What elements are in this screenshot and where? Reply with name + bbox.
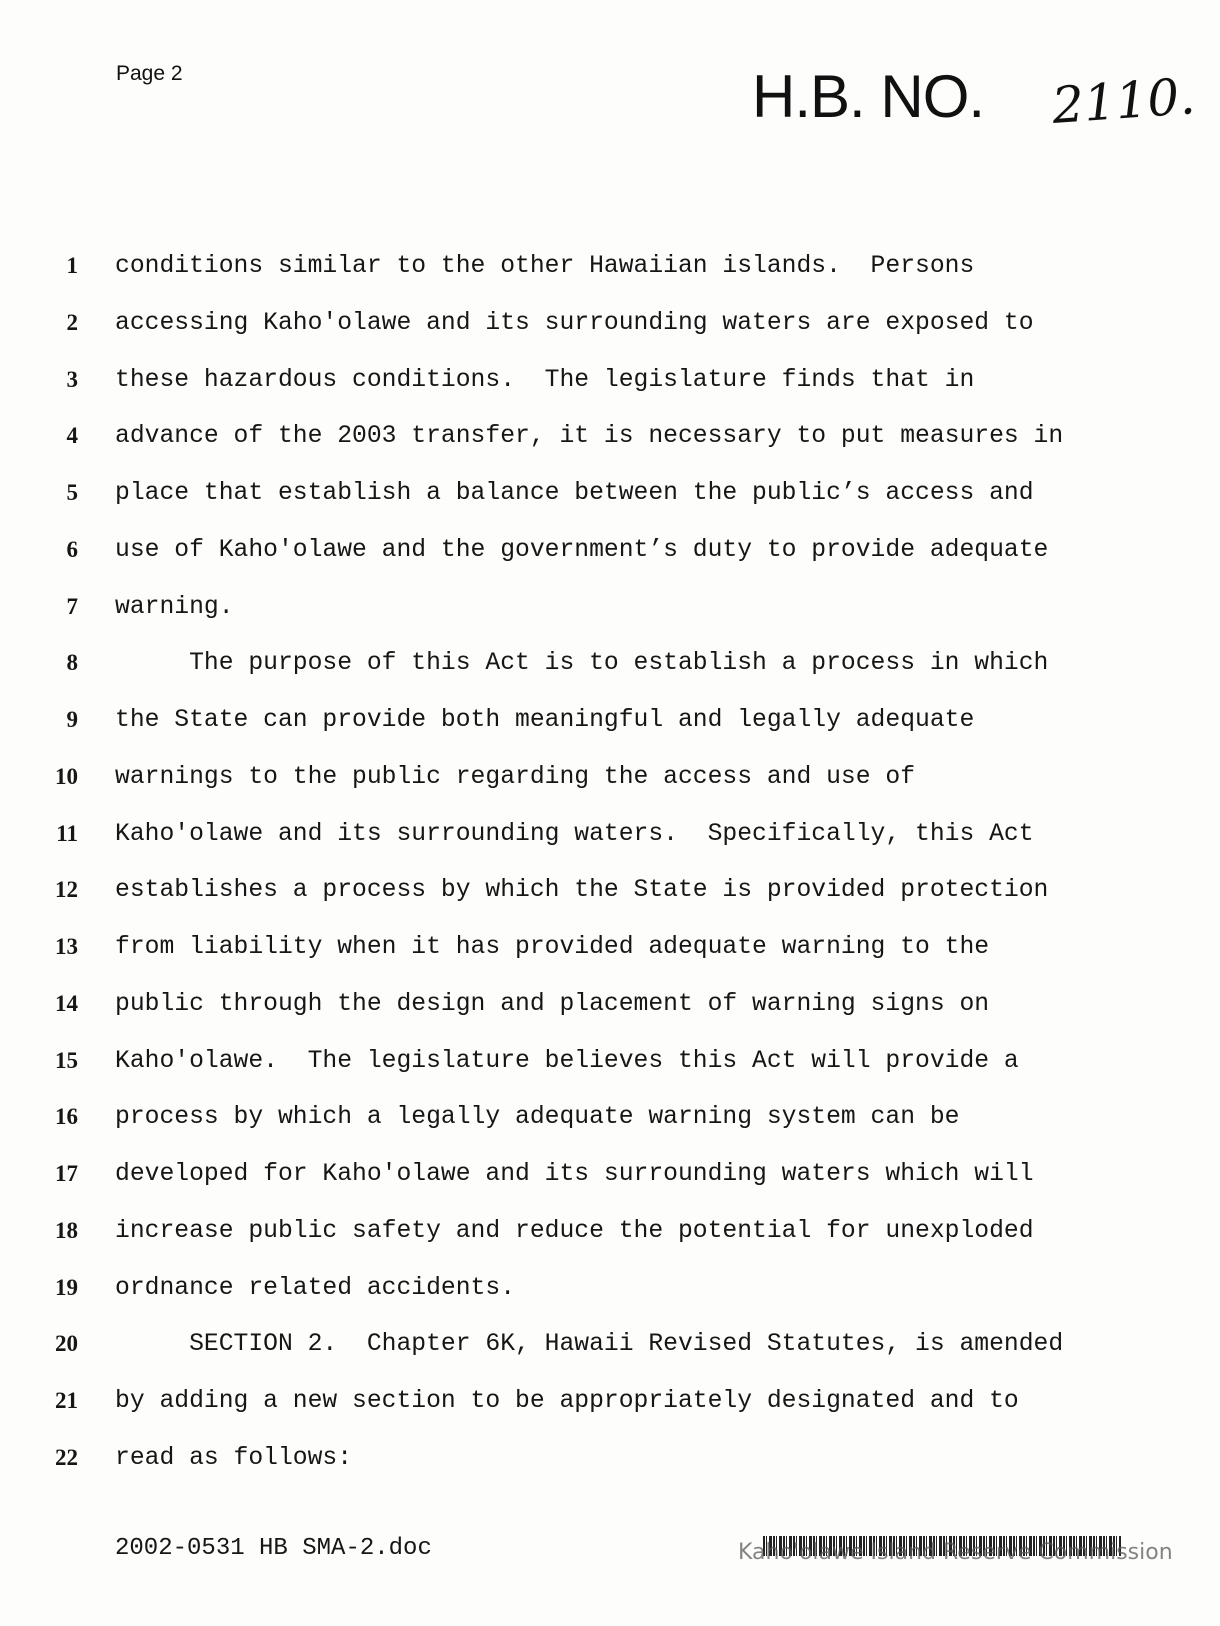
line-number: 17: [55, 1161, 78, 1186]
line-number: 13: [55, 934, 78, 959]
line-number: 2: [66, 309, 78, 335]
line-text: The purpose of this Act is to establish a process in which: [115, 649, 1049, 678]
line-number: 22: [55, 1444, 78, 1470]
line-text: conditions similar to the other Hawaiian islands. Persons: [115, 252, 975, 280]
line-text: Kaho'olawe. The legislature believes this Act will provide a: [115, 1046, 1019, 1075]
line-text: ordnance related accidents.: [115, 1273, 516, 1302]
line-number: 6: [66, 536, 78, 562]
line-number: 20: [55, 1331, 78, 1357]
line-number: 9: [66, 707, 78, 732]
line-text: developed for Kaho'olawe and its surrounding waters which will: [115, 1160, 1034, 1188]
line-text: these hazardous conditions. The legislature finds that in: [115, 365, 975, 394]
line-text: public through the design and placement of warning signs on: [115, 989, 990, 1018]
line-number: 5: [66, 480, 78, 505]
line-number: 15: [55, 1047, 78, 1073]
line-number: 18: [55, 1217, 78, 1243]
line-text: read as follows:: [115, 1443, 353, 1472]
line-number: 3: [66, 366, 78, 392]
page-number: Page 2: [116, 62, 183, 85]
line-number: 7: [66, 593, 78, 619]
watermark: Kaho'olawe Island Reserve Commission: [738, 1540, 1173, 1565]
line-number: 11: [56, 820, 78, 846]
bill-number-handwritten: 2110.: [1050, 67, 1197, 135]
line-text: warning.: [115, 592, 234, 621]
line-number: 16: [55, 1104, 78, 1130]
bill-title: H.B. NO.: [752, 63, 985, 130]
line-text: Kaho'olawe and its surrounding waters. Specifically, this Act: [115, 819, 1034, 848]
line-text: accessing Kaho'olawe and its surrounding waters are exposed to: [115, 308, 1034, 337]
line-number: 14: [55, 990, 78, 1016]
line-number: 21: [55, 1388, 78, 1413]
line-text: advance of the 2003 transfer, it is necessary to put measures in: [115, 422, 1064, 451]
line-text: SECTION 2. Chapter 6K, Hawaii Revised Statutes, is amended: [115, 1330, 1064, 1359]
line-text: the State can provide both meaningful and legally adequate: [115, 706, 975, 734]
line-number: 12: [55, 877, 78, 903]
line-text: use of Kaho'olawe and the government’s duty to provide adequate: [115, 535, 1049, 564]
line-text: increase public safety and reduce the potential for unexploded: [115, 1216, 1034, 1245]
document-filename: 2002-0531 HB SMA-2.doc: [115, 1535, 432, 1562]
line-text: place that establish a balance between the public’s access and: [115, 479, 1034, 507]
line-number: 8: [66, 650, 78, 676]
line-text: warnings to the public regarding the access and use of: [115, 762, 916, 791]
line-number: 19: [55, 1274, 78, 1300]
line-text: by adding a new section to be appropriately designated and to: [115, 1387, 1019, 1415]
line-number: 4: [66, 423, 78, 449]
line-number: 10: [55, 763, 78, 789]
line-number: 1: [66, 253, 78, 278]
line-text: establishes a process by which the State is provided protection: [115, 876, 1049, 905]
line-text: from liability when it has provided adequate warning to the: [115, 933, 990, 961]
line-text: process by which a legally adequate warning system can be: [115, 1103, 960, 1132]
